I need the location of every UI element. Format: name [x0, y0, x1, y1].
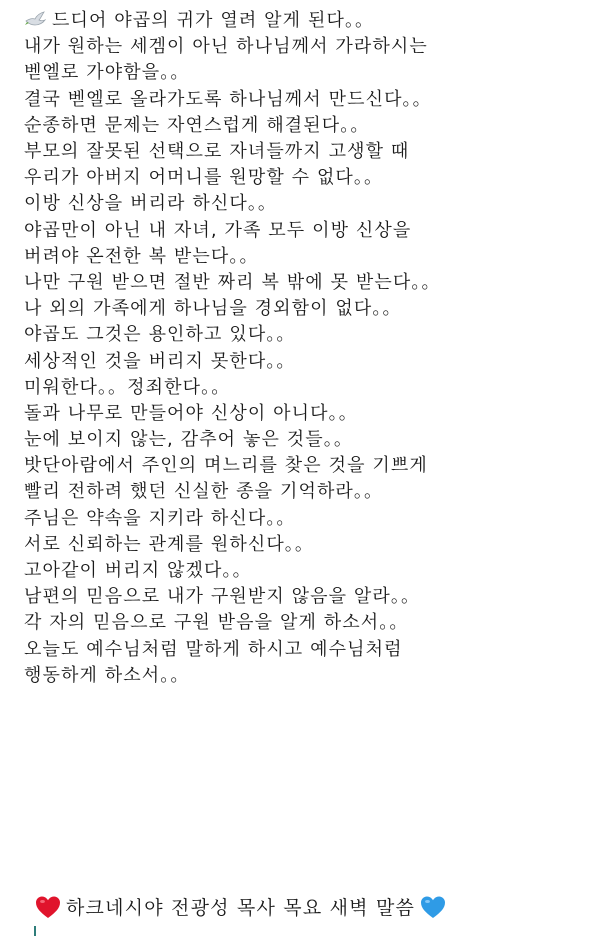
- attribution-text: 하크네시야 전광성 목사 목요 새벽 말씀: [66, 897, 416, 919]
- note-line: 우리가 아버지 어머니를 원망할 수 없다。。: [24, 167, 384, 189]
- note-line: 결국 벧엘로 올라가도록 하나님께서 만드신다。。: [24, 88, 432, 110]
- note-line: 밧단아람에서 주인의 며느리를 찾은 것을 기쁘게: [24, 455, 428, 477]
- note-line: [24, 6, 586, 32]
- note-line: 내가 원하는 세겜이 아닌 하나님께서 가라하시는: [24, 36, 428, 58]
- note-line: 고아같이 버리지 않겠다。。: [24, 560, 252, 582]
- note-line: 세상적인 것을 버리지 못한다。。: [24, 350, 296, 372]
- blue-heart-icon: [419, 894, 447, 920]
- note-lines: [24, 6, 586, 687]
- note-line: 서로 신뢰하는 관계를 원하신다。。: [24, 533, 315, 555]
- note-line: 미워한다。。정죄한다。。: [24, 376, 231, 398]
- note-line: 오늘도 예수님처럼 말하게 하시고 예수님처럼: [24, 638, 403, 660]
- note-line: 나만 구원 받으면 절반 짜리 복 밖에 못 받는다。。: [24, 271, 441, 293]
- note-line: 돌과 나무로 만들어야 신상이 아니다。。: [24, 402, 358, 424]
- sermon-attribution: [34, 893, 447, 920]
- note-line: 이방 신상을 버리라 하신다。。: [24, 193, 278, 215]
- text-cursor: [34, 926, 36, 936]
- note-line: 야곱만이 아닌 내 자녀, 가족 모두 이방 신상을: [24, 219, 412, 241]
- note-line: 빨리 전하려 했던 신실한 종을 기억하라。。: [24, 481, 384, 503]
- note-line: 행동하게 하소서。。: [24, 664, 190, 686]
- note-line: 나 외의 가족에게 하나님을 경외함이 없다。。: [24, 298, 402, 320]
- note-line: 버려야 온전한 복 받는다。。: [24, 245, 259, 267]
- red-heart-icon: [34, 894, 62, 920]
- dove-icon: [24, 10, 46, 28]
- note-line: 각 자의 믿음으로 구원 받음을 알게 하소서。。: [24, 612, 409, 634]
- note-line: 야곱도 그것은 용인하고 있다。。: [24, 324, 296, 346]
- note-line: 눈에 보이지 않는, 감추어 놓은 것들。。: [24, 429, 353, 451]
- note-line: 순종하면 문제는 자연스럽게 해결된다。。: [24, 114, 370, 136]
- note-line: 주님은 약속을 지키라 하신다。。: [24, 507, 296, 529]
- note-line: 부모의 잘못된 선택으로 자녀들까지 고생할 때: [24, 141, 410, 163]
- note-line: 벧엘로 가야함을。。: [24, 62, 190, 84]
- note-line: 남편의 믿음으로 내가 구원받지 않음을 알라。。: [24, 586, 421, 608]
- note-line-text: 드디어 야곱의 귀가 열려 알게 된다。。: [52, 10, 375, 32]
